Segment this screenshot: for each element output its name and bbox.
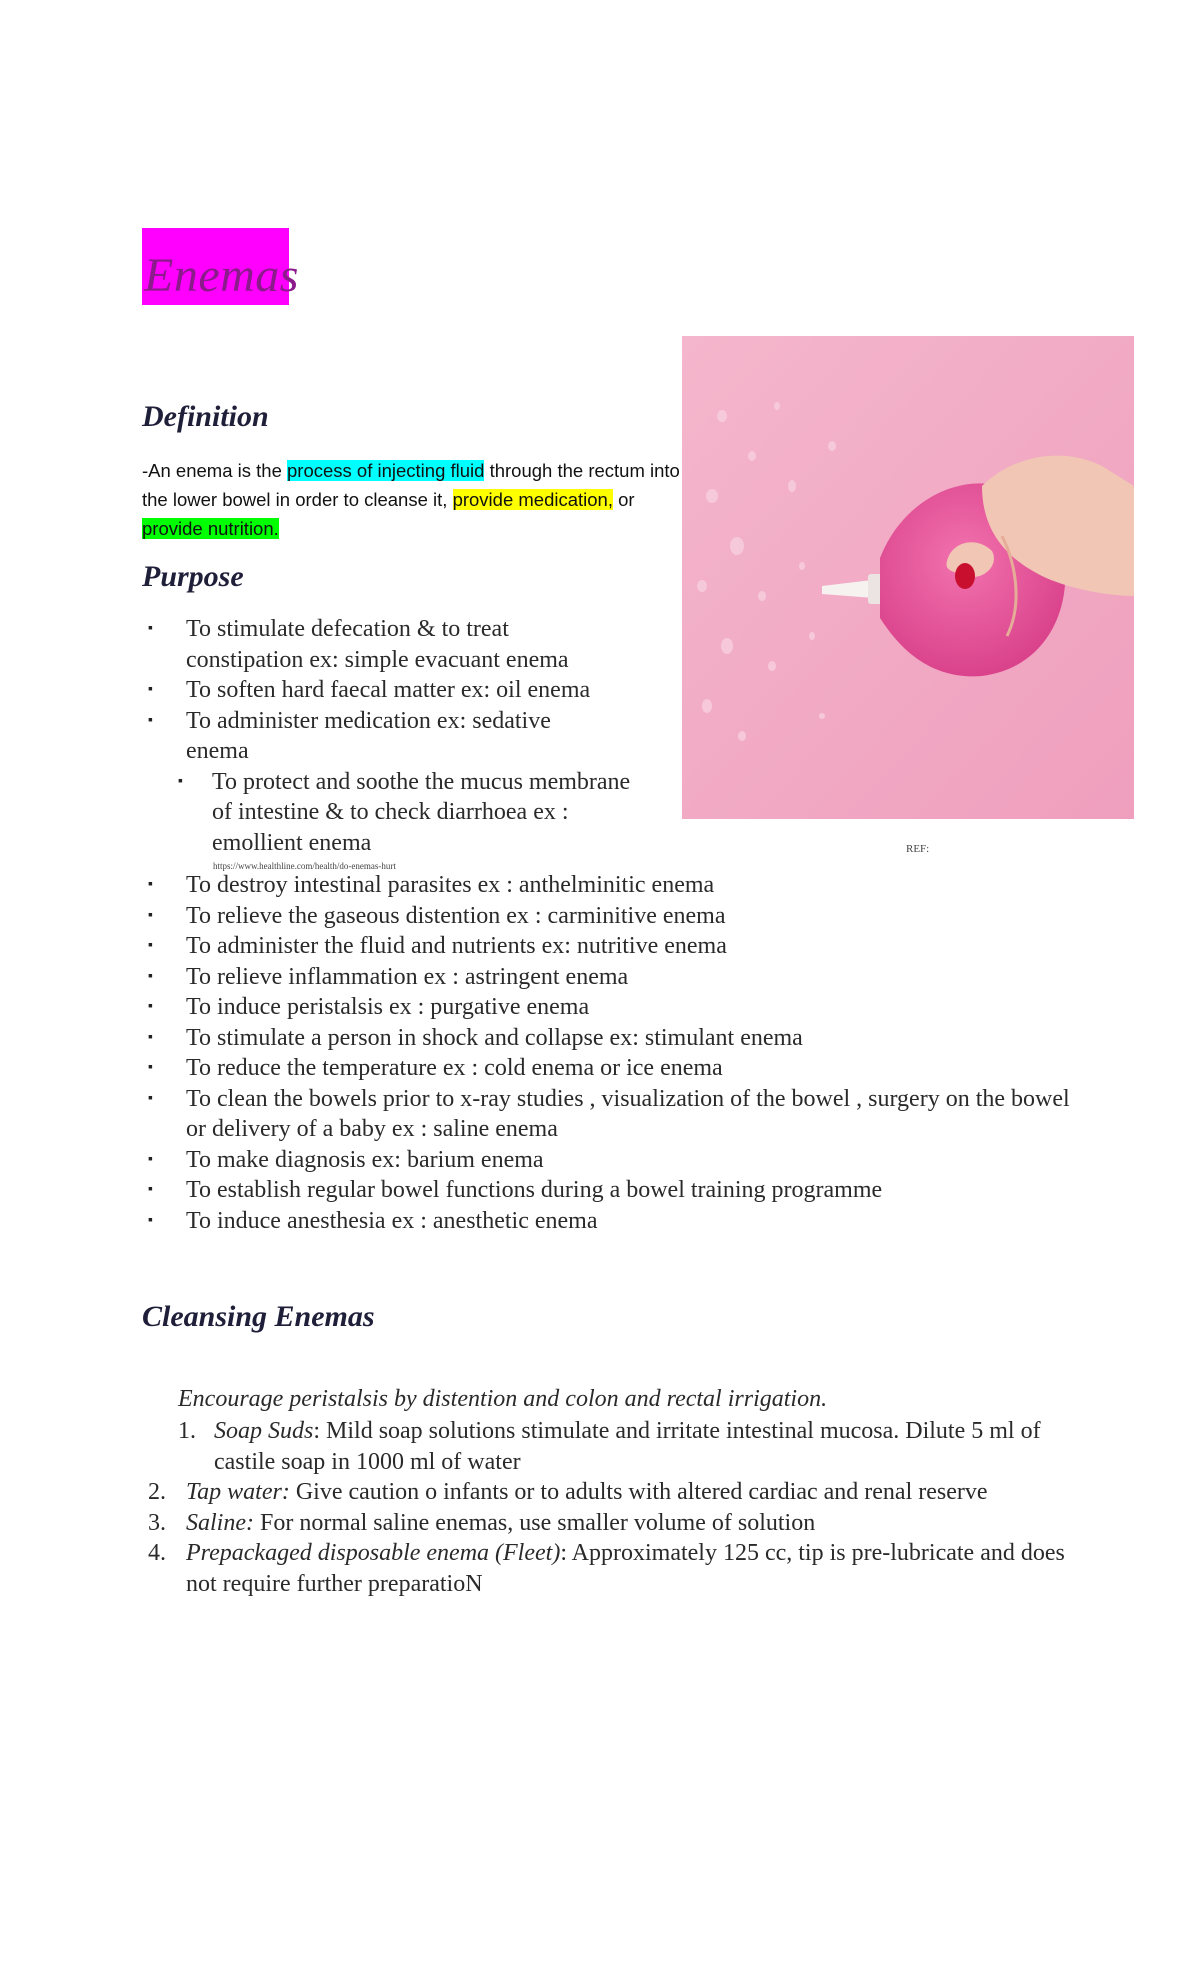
list-item (148, 767, 632, 859)
list-item-text: To establish regular bowel functions during a bowel training programme (186, 1177, 883, 1203)
bullet-icon: ▪ (148, 1182, 153, 1197)
bullet-icon: ▪ (148, 968, 153, 984)
bullet-icon: ▪ (148, 1029, 153, 1045)
bullet-icon: ▪ (148, 999, 153, 1014)
item-text: Approximately 125 cc, tip is pre-lubricate and does not require further preparatioN (186, 1540, 1065, 1597)
list-item (148, 870, 1088, 901)
item-label: Tap water: (186, 1479, 290, 1505)
list-item-text: To stimulate a person in shock and collapse ex: stimulant enema (186, 1024, 803, 1051)
page-title: Enemas (144, 249, 299, 302)
list-item-text: To induce peristalsis ex : purgative enema (186, 994, 590, 1020)
bullet-icon: ▪ (178, 773, 183, 789)
bullet-icon: ▪ (148, 1212, 153, 1228)
definition-text-or: or (612, 489, 635, 510)
reference-label: REF: (906, 843, 930, 855)
list-item (148, 1508, 1088, 1539)
list-number: 3. (148, 1509, 166, 1536)
item-text: Give caution o infants or to adults with altered cardiac and renal reserve (295, 1479, 988, 1505)
purpose-list (148, 614, 1088, 1236)
cleansing-heading: Cleansing Enemas (142, 1300, 375, 1333)
bullet-icon: ▪ (148, 877, 153, 892)
bullet-icon: ▪ (148, 907, 153, 923)
list-item (148, 992, 1088, 1023)
list-item (148, 706, 606, 767)
item-separator: : (313, 1418, 327, 1444)
list-item (148, 614, 606, 675)
list-item (148, 1477, 1088, 1508)
list-item-text: To clean the bowels prior to x-ray studies , visualization of the bowel , surgery on the bowel or delivery of a baby ex : saline enema (186, 1085, 1070, 1142)
highlight-nutrition: provide nutrition. (142, 518, 279, 539)
list-item-text: To induce anesthesia ex : anesthetic enema (186, 1207, 598, 1234)
list-item (148, 1053, 1088, 1084)
list-item-text: To soften hard faecal matter ex: oil enema (186, 677, 591, 703)
bullet-icon: ▪ (148, 1060, 153, 1075)
cleansing-intro: Encourage peristalsis by distention and colon and rectal irrigation. (178, 1386, 828, 1412)
list-number: 2. (148, 1479, 166, 1505)
bullet-icon: ▪ (148, 712, 153, 728)
definition-text (142, 456, 682, 543)
list-item (148, 1538, 1088, 1599)
bullet-icon: ▪ (148, 1151, 153, 1167)
item-label: Prepackaged disposable enema (Fleet) (186, 1540, 561, 1566)
definition-text-start: -An enema is the (142, 460, 287, 481)
item-label: Soap Suds (214, 1418, 314, 1444)
highlight-medication: provide medication, (452, 489, 613, 510)
list-item-text: To reduce the temperature ex : cold enema or ice enema (186, 1055, 723, 1081)
reference-url: https://www.healthline.com/health/do-enemas-hurt (213, 861, 396, 871)
item-text: Mild soap solutions stimulate and irritate intestinal mucosa. Dilute 5 ml of castile soap in 1000 ml of water (214, 1418, 1041, 1475)
list-item-text: To administer the fluid and nutrients ex: nutritive enema (186, 933, 727, 959)
list-item (148, 931, 1088, 962)
bullet-icon: ▪ (148, 682, 153, 697)
item-label: Saline: (186, 1509, 254, 1536)
definition-heading: Definition (142, 400, 269, 433)
list-item-text: To relieve inflammation ex : astringent enema (186, 963, 629, 990)
list-item (148, 1206, 1088, 1237)
list-item (148, 901, 1088, 932)
list-item (148, 1084, 1088, 1145)
purpose-heading: Purpose (142, 560, 244, 593)
list-number: 1. (178, 1418, 196, 1444)
list-item (148, 1416, 1088, 1477)
list-item-text: To protect and soothe the mucus membrane of intestine & to check diarrhoea ex : emollient enema (212, 768, 631, 856)
list-item-text: To make diagnosis ex: barium enema (186, 1146, 544, 1173)
list-item-text: To stimulate defecation & to treat constipation ex: simple evacuant enema (186, 616, 569, 673)
bullet-icon: ▪ (148, 621, 153, 636)
bullet-icon: ▪ (148, 938, 153, 953)
list-item (148, 1023, 1088, 1054)
cleansing-list (148, 1416, 1088, 1599)
list-item-text: To administer medication ex: sedative enema (186, 707, 551, 764)
item-text: For normal saline enemas, use smaller volume of solution (259, 1509, 816, 1536)
list-item-text: To relieve the gaseous distention ex : carminitive enema (186, 902, 726, 929)
list-item-text: To destroy intestinal parasites ex : anthelminitic enema (186, 872, 715, 898)
item-separator: : (560, 1540, 572, 1566)
list-item (148, 1175, 1088, 1206)
bullet-icon: ▪ (148, 1090, 153, 1106)
highlight-process: process of injecting fluid (287, 460, 485, 481)
list-item (148, 962, 1088, 993)
list-number: 4. (148, 1540, 166, 1566)
list-item (148, 1145, 1088, 1176)
list-item (148, 675, 606, 706)
definition-text-mid: through the rectum into the lower bowel in order to cleanse it, (142, 460, 680, 510)
